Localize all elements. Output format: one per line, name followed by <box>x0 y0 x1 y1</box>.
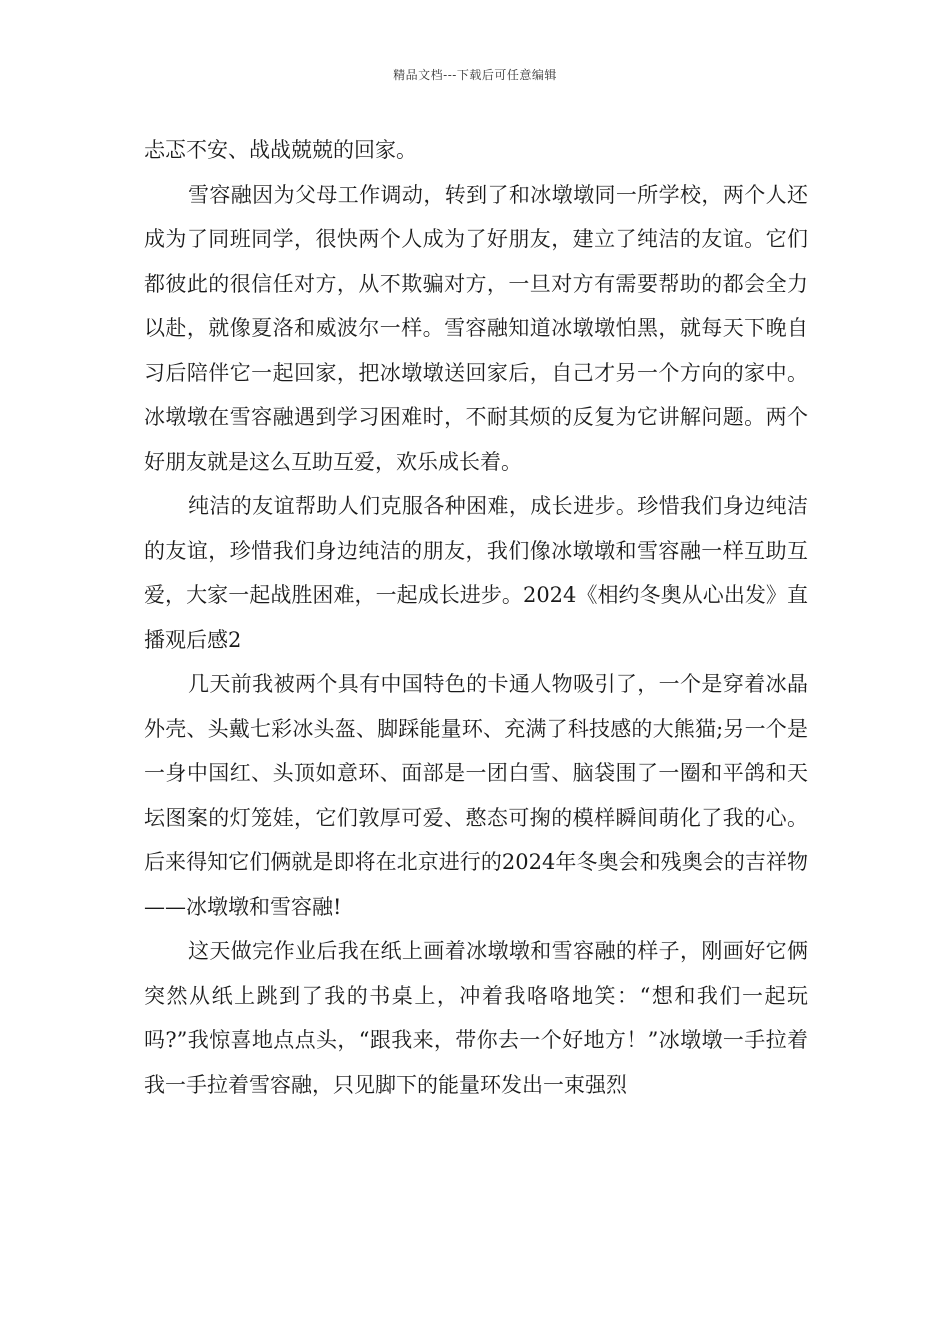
document-body <box>144 128 808 1107</box>
paragraph-friendship-story: 雪容融因为父母工作调动，转到了和冰墩墩同一所学校，两个人还成为了同班同学，很快两个人成为了好朋友，建立了纯洁的友谊。它们都彼此的很信任对方，从不欺骗对方，一旦对方有需要帮助的都会全力以赴，就像夏洛和威波尔一样。雪容融知道冰墩墩怕黑，就每天下晚自习后陪伴它一起回家，把冰墩墩送回家后，自己才另一个方向的家中。冰墩墩在雪容融遇到学习困难时，不耐其烦的反复为它讲解问题。两个好朋友就是这么互助互爱，欢乐成长着。 <box>144 182 808 474</box>
page-header: 精品文档---下载后可任意编辑 <box>393 68 557 82</box>
paragraph-continuation: 忐忑不安、战战兢兢的回家。 <box>144 138 417 162</box>
paragraph-mascots-adventure: 这天做完作业后我在纸上画着冰墩墩和雪容融的样子，刚画好它俩突然从纸上跳到了我的书桌上，冲着我咯咯地笑：“想和我们一起玩吗?”我惊喜地点点头，“跟我来，带你去一个好地方！”冰墩墩一手拉着我一手拉着雪容融，只见脚下的能量环发出一束强烈 <box>144 939 808 1097</box>
paragraph-mascots-intro: 几天前我被两个具有中国特色的卡通人物吸引了，一个是穿着冰晶外壳、头戴七彩冰头盔、脚踩能量环、充满了科技感的大熊猫;另一个是一身中国红、头顶如意环、面部是一团白雪、脑袋围了一圈和平鸽和天坛图案的灯笼娃，它们敦厚可爱、憨态可掬的模样瞬间萌化了我的心。后来得知它们俩就是即将在北京进行的2024年冬奥会和残奥会的吉祥物——冰墩墩和雪容融! <box>144 672 808 919</box>
paragraph-friendship-conclusion: 纯洁的友谊帮助人们克服各种困难，成长进步。珍惜我们身边纯洁的友谊，珍惜我们身边纯洁的朋友，我们像冰墩墩和雪容融一样互助互爱，大家一起战胜困难，一起成长进步。2024《相约冬奥从心出发》直播观后感2 <box>144 494 808 652</box>
